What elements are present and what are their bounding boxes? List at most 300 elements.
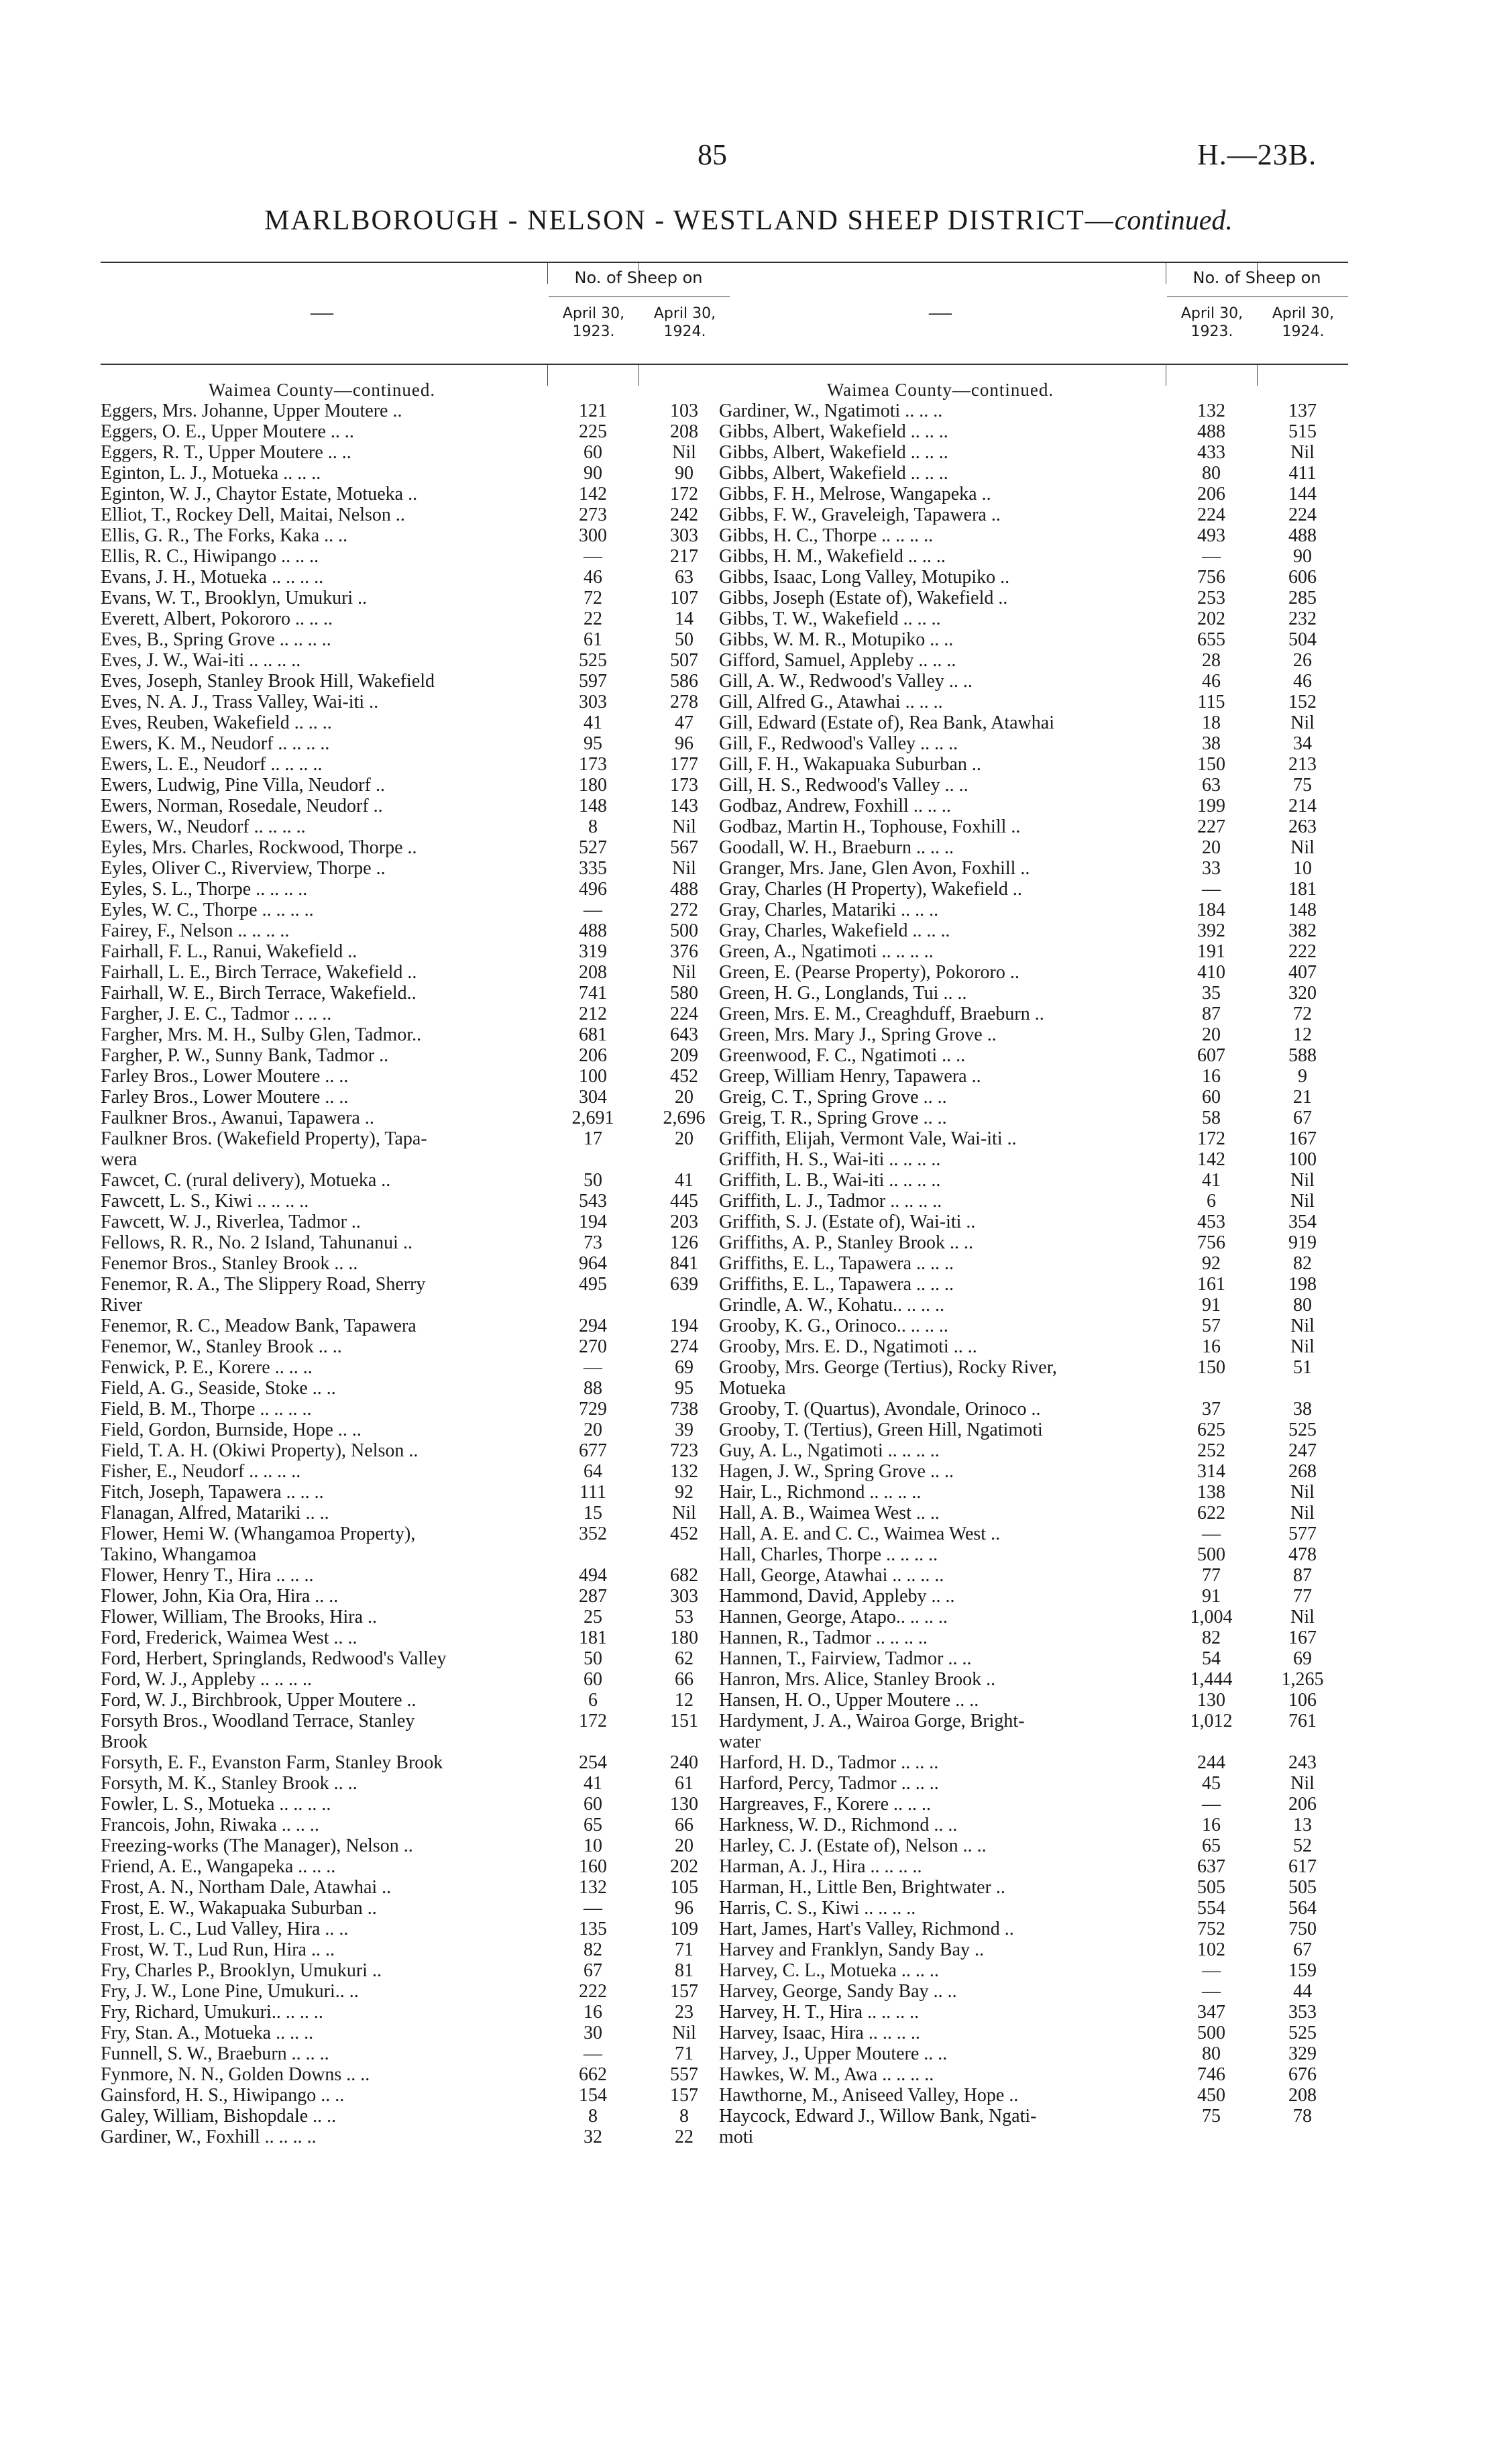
sheep-1923-cell [547,1544,639,1565]
sheep-1923-cell: 142 [1197,1149,1225,1170]
sheep-1923-cell: — [584,546,602,567]
owner-name-cell: Godbaz, Andrew, Foxhill .. .. .. [719,796,951,816]
owner-name-cell: Evans, J. H., Motueka .. .. .. .. [101,567,324,588]
owner-name-cell: Harvey, Isaac, Hira .. .. .. .. [719,2023,920,2043]
sheep-1923-cell: 314 [1197,1461,1225,1482]
sheep-1924-cell: 500 [670,920,698,941]
sheep-1924-cell: 285 [1288,588,1317,608]
owner-name-cell: Motueka [719,1378,786,1399]
owner-name-cell: water [719,1731,761,1752]
sheep-1924-cell: 567 [670,837,698,858]
sheep-1924-cell: 505 [1288,1877,1317,1898]
owner-name-cell: Frost, E. W., Wakapuaka Suburban .. [101,1898,377,1919]
sheep-1924-cell: 278 [670,692,698,712]
table-row [101,1544,730,1565]
table-row [719,1773,1348,1794]
table-row [719,837,1348,858]
sheep-1923-cell: 206 [1197,484,1225,504]
sheep-1923-cell: 303 [579,692,607,712]
sheep-1924-cell: 46 [1293,671,1312,692]
owner-name-cell: Grooby, K. G., Orinoco.. .. .. .. [719,1316,948,1336]
owner-name-cell: Forsyth, E. F., Evanston Farm, Stanley Brook [101,1752,443,1773]
owner-name-cell: Gardiner, W., Ngatimoti .. .. .. [719,400,943,421]
owner-name-cell: Gibbs, H. M., Wakefield .. .. .. [719,546,946,567]
owner-name-cell: Grooby, Mrs. George (Tertius), Rocky River, [719,1357,1057,1378]
table-row [719,754,1348,775]
sheep-1924-cell: 209 [670,1045,698,1066]
name-column-header: — [311,300,333,325]
sheep-1923-cell: — [1202,1960,1221,1981]
sheep-1924-cell: Nil [1290,1607,1315,1627]
owner-name-cell: Fenemor, R. A., The Slippery Road, Sherry [101,1274,426,1295]
sheep-1923-cell: 488 [579,920,607,941]
sheep-1924-cell: 177 [670,754,698,775]
sheep-1924-cell: 577 [1288,1523,1317,1544]
owner-name-cell: Gibbs, Joseph (Estate of), Wakefield .. [719,588,1008,608]
sheep-1924-cell: 41 [675,1170,694,1191]
table-row [101,1108,730,1128]
sheep-1923-cell: 505 [1197,1877,1225,1898]
sheep-1924-cell: 137 [1288,400,1317,421]
name-column-header: — [929,300,952,325]
table-row [719,1357,1348,1378]
sheep-1923-cell: — [1202,546,1221,567]
owner-name-cell: Gibbs, F. H., Melrose, Wangapeka .. [719,484,991,504]
sheep-1924-cell: 320 [1288,983,1317,1004]
sheep-1923-cell: 500 [1197,2023,1225,2043]
owner-name-cell: Griffith, H. S., Wai-iti .. .. .. .. [719,1149,941,1170]
owner-name-cell: Greep, William Henry, Tapawera .. [719,1066,981,1087]
owner-name-cell: Haycock, Edward J., Willow Bank, Ngati- [719,2106,1037,2127]
sheep-1923-cell: 41 [584,712,602,733]
owner-name-cell: Flower, Hemi W. (Whangamoa Property), [101,1523,416,1544]
sheep-1923-cell: 46 [584,567,602,588]
sheep-1924-cell: 81 [675,1960,694,1981]
sheep-1923-cell: 148 [579,796,607,816]
sheep-1924-cell: 243 [1288,1752,1317,1773]
table-row [719,1711,1348,1731]
sheep-1923-cell: 16 [1202,1815,1221,1835]
owner-name-cell: Fynmore, N. N., Golden Downs .. .. [101,2064,370,2085]
sheep-1924-cell: 12 [675,1690,694,1711]
sheep-1923-cell: 488 [1197,421,1225,442]
sheep-1923-cell: 227 [1197,816,1225,837]
sheep-1923-cell [547,1731,639,1752]
owner-name-cell: Frost, L. C., Lud Valley, Hira .. .. [101,1919,349,1939]
sheep-1923-cell: 8 [588,2106,598,2127]
owner-name-cell: Fenemor, W., Stanley Brook .. .. [101,1336,342,1357]
table-row [101,1773,730,1794]
owner-name-cell: Eyles, W. C., Thorpe .. .. .. .. [101,900,314,920]
sheep-1923-cell: 244 [1197,1752,1225,1773]
owner-name-cell: Ellis, G. R., The Forks, Kaka .. .. [101,525,348,546]
owner-name-cell: Field, A. G., Seaside, Stoke .. .. [101,1378,336,1399]
owner-name-cell: Funnell, S. W., Braeburn .. .. .. [101,2043,329,2064]
owner-name-cell: Elliot, T., Rockey Dell, Maitai, Nelson .. [101,504,405,525]
table-row [719,858,1348,879]
sheep-1923-cell: 77 [1202,1565,1221,1586]
left-rows [101,400,730,2147]
owner-name-cell: Frost, W. T., Lud Run, Hira .. .. [101,1939,335,1960]
sheep-1923-cell: 597 [579,671,607,692]
sheep-1924-cell: 61 [675,1773,694,1794]
sheep-1923-cell: 150 [1197,1357,1225,1378]
table-row [719,1087,1348,1108]
sheep-1923-cell: 65 [584,1815,602,1835]
sheep-1924-cell: 232 [1288,608,1317,629]
table-row [101,900,730,920]
owner-name-cell: Griffiths, E. L., Tapawera .. .. .. [719,1274,954,1295]
table-row [719,671,1348,692]
sheep-1923-cell: 527 [579,837,607,858]
table-row [101,1295,730,1316]
sheep-1923-cell: 10 [584,1835,602,1856]
table-row [719,1648,1348,1669]
sheep-1923-cell: 2,691 [571,1108,614,1128]
owner-name-cell: Galey, William, Bishopdale .. .. [101,2106,337,2127]
sheep-1923-cell: 35 [1202,983,1221,1004]
section-heading: Waimea County—continued. [208,380,436,400]
sheep-1923-cell: 45 [1202,1773,1221,1794]
table-row [101,1170,730,1191]
sheep-1923-cell: 16 [1202,1336,1221,1357]
sheep-1923-cell: 453 [1197,1212,1225,1232]
table-row [101,1274,730,1295]
sheep-1924-cell: 20 [675,1128,694,1149]
sheep-1924-cell: 723 [670,1440,698,1461]
sheep-count-header: No. of Sheep on [574,268,703,287]
owner-name-cell: Eves, Reuben, Wakefield .. .. .. [101,712,332,733]
table-row [719,962,1348,983]
sheep-1924-cell: 69 [675,1357,694,1378]
owner-name-cell: Goodall, W. H., Braeburn .. .. .. [719,837,954,858]
sheep-1923-cell: 32 [584,2127,602,2147]
owner-name-cell: Eggers, R. T., Upper Moutere .. .. [101,442,351,463]
owner-name-cell: Ewers, K. M., Neudorf .. .. .. .. [101,733,330,754]
owner-name-cell: Flower, Henry T., Hira .. .. .. [101,1565,314,1586]
sheep-1923-cell: 18 [1202,712,1221,733]
owner-name-cell: Flanagan, Alfred, Matariki .. .. [101,1503,329,1523]
sheep-1923-cell: — [584,900,602,920]
sheep-1924-cell: 9 [1298,1066,1307,1087]
owner-name-cell: Harvey, C. L., Motueka .. .. .. [719,1960,939,1981]
sheep-1923-cell: 194 [579,1212,607,1232]
table-row [719,920,1348,941]
table-row [719,1004,1348,1024]
owner-name-cell: Fawcett, L. S., Kiwi .. .. .. .. [101,1191,309,1212]
sheep-1924-cell: Nil [1290,837,1315,858]
sheep-1924-cell: 272 [670,900,698,920]
sheep-1923-cell: 60 [584,442,602,463]
owner-name-cell: Harman, A. J., Hira .. .. .. .. [719,1856,922,1877]
left-column [101,262,730,2147]
sheep-1923-cell: — [1202,1981,1221,2002]
sheep-1924-cell: 20 [675,1835,694,1856]
sheep-1923-cell: 494 [579,1565,607,1586]
sheep-1924-cell: 1,265 [1281,1669,1324,1690]
sheep-1924-cell: Nil [672,816,696,837]
sheep-1923-cell: 554 [1197,1898,1225,1919]
owner-name-cell: Fisher, E., Neudorf .. .. .. .. [101,1461,301,1482]
sheep-1923-cell: 100 [579,1066,607,1087]
owner-name-cell: Griffiths, A. P., Stanley Brook .. .. [719,1232,974,1253]
owner-name-cell: Fowler, L. S., Motueka .. .. .. .. [101,1794,331,1815]
table-row [101,1149,730,1170]
sheep-1923-cell: 30 [584,2023,602,2043]
table-row [101,629,730,650]
table-row [719,650,1348,671]
column-header-1923: April 30, 1923. [562,305,625,340]
owner-name-cell: Granger, Mrs. Jane, Glen Avon, Foxhill .. [719,858,1030,879]
sheep-1924-cell: 202 [670,1856,698,1877]
table-row [719,879,1348,900]
sheep-1923-cell: 20 [1202,837,1221,858]
sheep-1923-cell: 741 [579,983,607,1004]
table-row [101,775,730,796]
sheep-1924-cell: 303 [670,1586,698,1607]
table-row [101,1461,730,1482]
owner-name-cell: Harkness, W. D., Richmond .. .. [719,1815,958,1835]
table-row [719,1752,1348,1773]
sheep-1924-cell: 222 [1288,941,1317,962]
table-row [719,1108,1348,1128]
sheep-1924-cell: 564 [1288,1898,1317,1919]
sheep-1924-cell: Nil [1290,1482,1315,1503]
table-row [101,754,730,775]
sheep-1924-cell: 10 [1293,858,1312,879]
owner-name-cell: Gray, Charles (H Property), Wakefield .. [719,879,1022,900]
sheep-1924-cell: 157 [670,1981,698,2002]
owner-name-cell: Fenwick, P. E., Korere .. .. .. [101,1357,313,1378]
table-row [101,400,730,421]
sheep-1923-cell: 91 [1202,1586,1221,1607]
sheep-1924-cell: 588 [1288,1045,1317,1066]
owner-name-cell: Gibbs, Isaac, Long Valley, Motupiko .. [719,567,1010,588]
owner-name-cell: Greenwood, F. C., Ngatimoti .. .. [719,1045,966,1066]
table-row [719,629,1348,650]
owner-name-cell: Gray, Charles, Matariki .. .. .. [719,900,939,920]
sheep-1924-cell: 224 [1288,504,1317,525]
owner-name-cell: Harford, H. D., Tadmor .. .. .. [719,1752,939,1773]
table-row [719,1170,1348,1191]
sheep-1923-cell: 41 [1202,1170,1221,1191]
sheep-1923-cell: 154 [579,2085,607,2106]
sheep-1924-cell: 82 [1293,1253,1312,1274]
sheep-1924-cell: 96 [675,733,694,754]
sheep-1924-cell: 105 [670,1877,698,1898]
sheep-1923-cell: 746 [1197,2064,1225,2085]
table-row [101,2064,730,2085]
sheep-1924-cell: 240 [670,1752,698,1773]
right-column [719,262,1348,2147]
left-table-body [101,365,730,2147]
table-row [101,733,730,754]
table-row [719,2127,1348,2147]
sheep-1923-cell: 111 [579,1482,606,1503]
table-row [719,504,1348,525]
owner-name-cell: Grooby, Mrs. E. D., Ngatimoti .. .. [719,1336,977,1357]
sheep-1924-cell: 376 [670,941,698,962]
table-row [719,1274,1348,1295]
sheep-1924-cell: 504 [1288,629,1317,650]
owner-name-cell: Grooby, T. (Quartus), Avondale, Orinoco .. [719,1399,1041,1420]
sheep-1923-cell: 752 [1197,1919,1225,1939]
table-row [719,567,1348,588]
sheep-1924-cell: Nil [1290,1316,1315,1336]
sheep-1924-cell: 92 [675,1482,694,1503]
sheep-1923-cell: 54 [1202,1648,1221,1669]
table-row [719,692,1348,712]
sheep-1923-cell: — [1202,1523,1221,1544]
owner-name-cell: Gray, Charles, Wakefield .. .. .. [719,920,950,941]
sheep-1924-cell: 148 [1288,900,1317,920]
table-row [719,1960,1348,1981]
sheep-1924-cell: 12 [1293,1024,1312,1045]
sheep-1923-cell: 67 [584,1960,602,1981]
sheep-1924-cell: 198 [1288,1274,1317,1295]
table-row [719,1544,1348,1565]
owner-name-cell: Flower, John, Kia Ora, Hira .. .. [101,1586,339,1607]
sheep-1924-cell: Nil [672,2023,696,2043]
sheep-1924-cell: 157 [670,2085,698,2106]
owner-name-cell: Griffiths, E. L., Tapawera .. .. .. [719,1253,954,1274]
sheep-1923-cell: 1,012 [1190,1711,1233,1731]
sheep-1924-cell: 90 [675,463,694,484]
sheep-1923-cell [1166,2127,1257,2147]
owner-name-cell: Takino, Whangamoa [101,1544,257,1565]
owner-name-cell: Gill, A. W., Redwood's Valley .. .. [719,671,973,692]
sheep-1924-cell: 103 [670,400,698,421]
table-row [719,1378,1348,1399]
sheep-1923-cell: 287 [579,1586,607,1607]
sheep-1923-cell: 115 [1197,692,1225,712]
section-heading: Waimea County—continued. [826,380,1054,400]
sheep-1924-cell: 95 [675,1378,694,1399]
sheep-1923-cell: 199 [1197,796,1225,816]
sheep-1923-cell: 495 [579,1274,607,1295]
sheep-1923-cell: 304 [579,1087,607,1108]
sheep-1923-cell: 180 [579,775,607,796]
sheep-1924-cell: 152 [1288,692,1317,712]
table-row [719,1919,1348,1939]
sheep-1924-cell: Nil [1290,1170,1315,1191]
table-row [101,712,730,733]
table-row [719,1482,1348,1503]
table-row [101,1316,730,1336]
table-row [719,1128,1348,1149]
owner-name-cell: Ford, W. J., Appleby .. .. .. .. [101,1669,313,1690]
table-row [719,1066,1348,1087]
owner-name-cell: Harman, H., Little Ben, Brightwater .. [719,1877,1005,1898]
owner-name-cell: Griffith, S. J. (Estate of), Wai-iti .. [719,1212,976,1232]
owner-name-cell: Green, A., Ngatimoti .. .. .. .. [719,941,934,962]
table-row [719,712,1348,733]
sheep-1924-cell: 353 [1288,2002,1317,2023]
owner-name-cell: Hannen, T., Fairview, Tadmor .. .. [719,1648,972,1669]
owner-name-cell: Gibbs, Albert, Wakefield .. .. .. [719,421,948,442]
owner-name-cell: Griffith, L. B., Wai-iti .. .. .. .. [719,1170,941,1191]
sheep-1924-cell: 580 [670,983,698,1004]
sheep-1923-cell: 172 [579,1711,607,1731]
table-row [101,1212,730,1232]
sheep-1924-cell: 173 [670,775,698,796]
sheep-1924-cell: 71 [675,1939,694,1960]
table-row [101,1690,730,1711]
sheep-1924-cell: Nil [1290,1336,1315,1357]
sheep-1924-cell: 676 [1288,2064,1317,2085]
sheep-1923-cell: 82 [584,1939,602,1960]
owner-name-cell: Gill, H. S., Redwood's Valley .. .. [719,775,968,796]
table-row [101,692,730,712]
sheep-1923-cell: 496 [579,879,607,900]
table-row [101,1232,730,1253]
sheep-1924-cell: 208 [670,421,698,442]
sheep-1924-cell: 66 [675,1815,694,1835]
sheep-1924-cell: 214 [1288,796,1317,816]
table-row [101,879,730,900]
owner-name-cell: Hall, A. E. and C. C., Waimea West .. [719,1523,1001,1544]
sheep-1923-cell: 65 [1202,1835,1221,1856]
owner-name-cell: Gibbs, F. W., Graveleigh, Tapawera .. [719,504,1001,525]
sheep-1923-cell: 253 [1197,588,1225,608]
sheep-1924-cell: 329 [1288,2043,1317,2064]
sheep-1924-cell: 23 [675,2002,694,2023]
owner-name-cell: Gill, F., Redwood's Valley .. .. .. [719,733,958,754]
right-table-header [719,262,1348,365]
owner-name-cell: Gibbs, T. W., Wakefield .. .. .. [719,608,941,629]
sheep-1923-cell: 206 [579,1045,607,1066]
sheep-1923-cell: 87 [1202,1004,1221,1024]
sheep-1923-cell: 16 [584,2002,602,2023]
sheep-1924-cell: 96 [675,1898,694,1919]
sheep-1924-cell: 77 [1293,1586,1312,1607]
sheep-1924-cell [1257,1378,1348,1399]
table-row [719,1045,1348,1066]
owner-name-cell: Harley, C. J. (Estate of), Nelson .. .. [719,1835,987,1856]
sheep-1924-cell: 738 [670,1399,698,1420]
sheep-1924-cell: 78 [1293,2106,1312,2127]
sheep-1924-cell: 407 [1288,962,1317,983]
table-row [101,796,730,816]
table-row [719,1856,1348,1877]
owner-name-cell: Harvey, J., Upper Moutere .. .. [719,2043,948,2064]
sheep-1923-cell: 450 [1197,2085,1225,2106]
owner-name-cell: Gill, Alfred G., Atawhai .. .. .. [719,692,943,712]
right-rows [719,400,1348,2147]
owner-name-cell: Green, Mrs. Mary J., Spring Grove .. [719,1024,997,1045]
owner-name-cell: Ewers, L. E., Neudorf .. .. .. .. [101,754,323,775]
sheep-1924-cell: 217 [670,546,698,567]
table-row [101,2002,730,2023]
table-row [719,1731,1348,1752]
table-row [719,400,1348,421]
sheep-1923-cell: 493 [1197,525,1225,546]
table-row [719,1336,1348,1357]
owner-name-cell: Forsyth, M. K., Stanley Brook .. .. [101,1773,357,1794]
sheep-1923-cell: 92 [1202,1253,1221,1274]
owner-name-cell: Forsyth Bros., Woodland Terrace, Stanley [101,1711,415,1731]
owner-name-cell: Faulkner Bros., Awanui, Tapawera .. [101,1108,374,1128]
sheep-1923-cell: 95 [584,733,602,754]
table-row [101,2023,730,2043]
sheep-1924-cell: 100 [1288,1149,1317,1170]
table-row [101,1128,730,1149]
sheep-1924-cell: 52 [1293,1835,1312,1856]
owner-name-cell: Fairhall, F. L., Ranui, Wakefield .. [101,941,357,962]
sheep-1924-cell: 303 [670,525,698,546]
owner-name-cell: Green, H. G., Longlands, Tui .. .. [719,983,967,1004]
sheep-1923-cell: 347 [1197,2002,1225,2023]
